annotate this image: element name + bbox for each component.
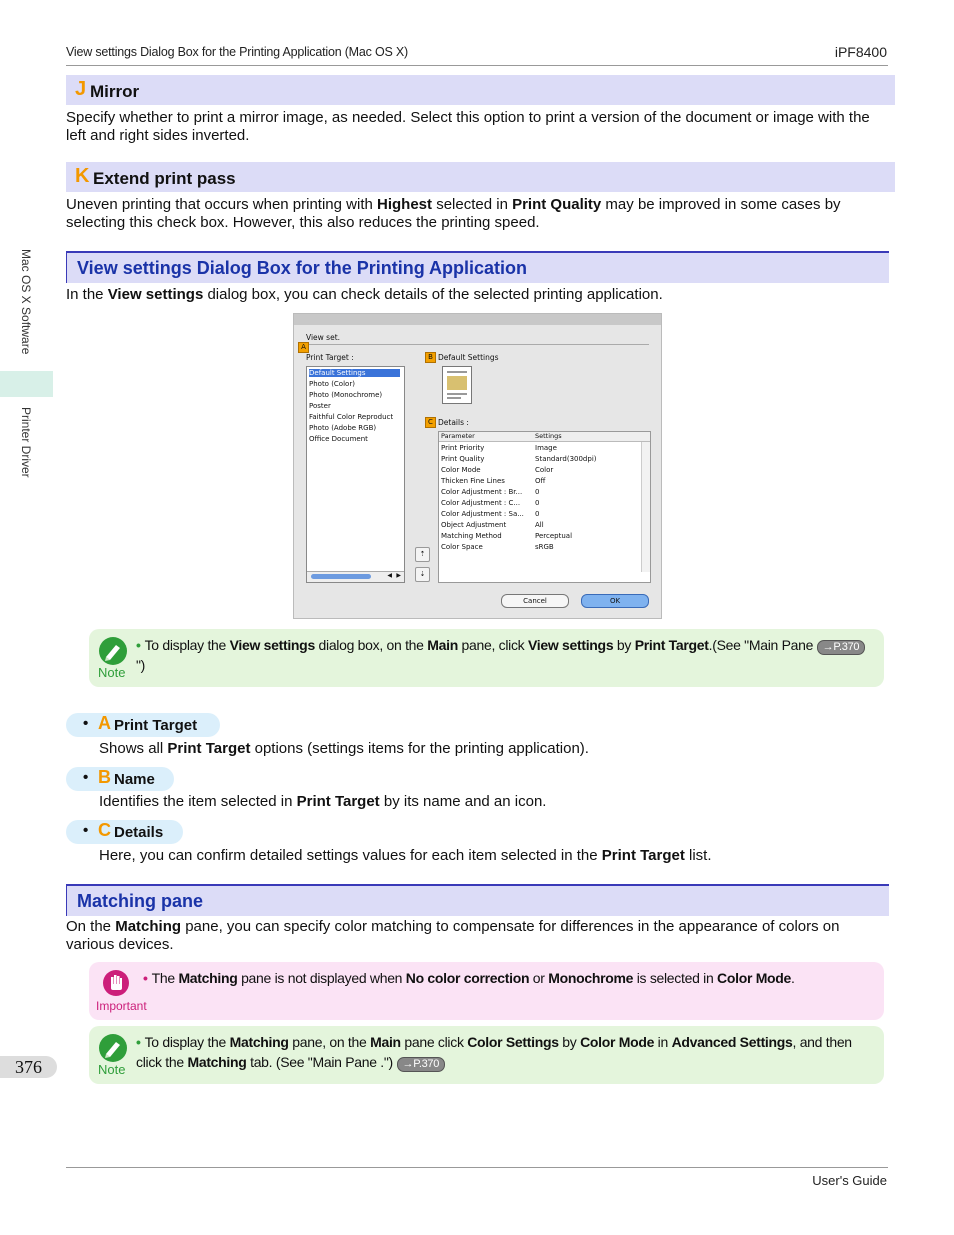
table-row-setting: Standard(300dpi) [535,455,597,463]
list-item[interactable]: Photo (Monochrome) [309,391,383,399]
list-item[interactable]: Faithful Color Reproduct [309,413,394,421]
sidebar-marker [0,371,53,397]
matching-intro: On the Matching pane, you can specify color matching to compensate for differences in the appearance of colors on various devices. [66,918,840,953]
table-row-parameter: Thicken Fine Lines [441,477,505,485]
badge-b: B [425,352,436,363]
note-1-text: • To display the View settings dialog box, on the Main pane, click View settings by Print Target.(See "Main Pane →P.370 ") [136,635,876,675]
extend-letter: K [75,165,90,187]
list-item[interactable]: Photo (Color) [309,380,355,388]
mirror-letter: J [75,78,87,100]
view-settings-title: View settings Dialog Box for the Printing Application [77,258,528,278]
sidebar-chapter: Mac OS X Software [19,249,33,355]
note-label: Note [98,1062,126,1077]
running-header: View settings Dialog Box for the Printing Application (Mac OS X) [66,45,408,59]
item-a-text: Shows all Print Target options (settings items for the printing application). [99,740,589,757]
view-settings-dialog [293,313,662,619]
item-c-text: Here, you can confirm detailed settings values for each item selected in the Print Target list. [99,847,712,864]
badge-a: A [298,342,309,353]
extend-title: Extend print pass [93,169,236,188]
page-reference-link[interactable]: →P.370 [397,1057,446,1072]
list-item[interactable]: Office Document [309,435,368,443]
table-row-parameter: Object Adjustment [441,521,507,529]
table-row-parameter: Color Space [441,543,483,551]
item-b-heading: • B Name [66,767,174,791]
table-row-parameter: Print Quality [441,455,485,463]
note-pencil-icon [99,1034,127,1062]
item-c-heading: • C Details [66,820,183,844]
mirror-title: Mirror [90,82,140,101]
table-row-setting: Perceptual [535,532,573,540]
print-target-label: Print Target : [306,353,354,362]
scroll-right-icon[interactable]: ▶ [396,572,401,579]
page-reference-link[interactable]: →P.370 [817,640,866,655]
note-label: Note [98,665,126,680]
table-row-parameter: Color Adjustment : C... [441,499,521,507]
badge-c: C [425,417,436,428]
table-row-setting: 0 [535,488,540,496]
table-row-setting: All [535,521,544,529]
move-up-icon[interactable]: ⇡ [415,547,430,562]
table-vscrollbar[interactable] [641,442,650,572]
header-rule [66,65,888,66]
details-table [438,431,651,583]
view-settings-intro: In the View settings dialog box, you can check details of the selected printing application. [66,286,663,303]
important-box [89,962,884,1020]
table-row-setting: sRGB [535,543,554,551]
footer-title: User's Guide [812,1173,887,1188]
sidebar-section: Printer Driver [19,407,33,478]
default-settings-label: Default Settings [438,353,499,362]
important-label: Important [96,999,147,1013]
dialog-titlebar [294,314,661,325]
extend-text: Uneven printing that occurs when printing with Highest selected in Print Quality may be improved in some cases by selecting this check box. However, this also reduces the printing speed. [66,196,841,231]
mirror-heading [66,75,895,105]
move-down-icon[interactable]: ⇣ [415,567,430,582]
matching-heading [66,884,889,916]
cancel-button[interactable]: Cancel [501,594,569,608]
note-pencil-icon [99,637,127,665]
note-box-1 [89,629,884,687]
important-hand-icon [103,970,129,996]
footer-rule [66,1167,888,1168]
view-settings-heading [66,251,889,283]
scroll-left-icon[interactable]: ◀ [387,572,392,579]
settings-document-icon [442,366,472,404]
item-b-text: Identifies the item selected in Print Target by its name and an icon. [99,793,547,810]
item-a-heading: • A Print Target [66,713,220,737]
print-target-list[interactable] [306,366,405,583]
note-box-2 [89,1026,884,1084]
page-number: 376 [0,1056,57,1078]
matching-title: Matching pane [77,891,204,911]
list-item[interactable]: Photo (Adobe RGB) [309,424,377,432]
table-row-setting: Off [535,477,546,485]
table-row-setting: Color [535,466,554,474]
extend-heading [66,162,895,192]
table-row-setting: 0 [535,510,540,518]
list-item[interactable]: Poster [309,402,331,410]
table-row-parameter: Color Adjustment : Sa... [441,510,524,518]
table-row-parameter: Color Adjustment : Br... [441,488,523,496]
ok-button[interactable]: OK [581,594,649,608]
model-name: iPF8400 [834,44,887,60]
list-item[interactable]: Default Settings [309,369,400,377]
table-row-parameter: Matching Method [441,532,502,540]
details-label: Details : [438,418,469,427]
list-hscrollbar[interactable] [307,571,404,582]
table-row-setting: Image [535,444,557,452]
table-row-setting: 0 [535,499,540,507]
table-row-parameter: Print Priority [441,444,485,452]
table-row-parameter: Color Mode [441,466,481,474]
mirror-text: Specify whether to print a mirror image, as needed. Select this option to print a version of the document or image with the left and right sides inverted. [66,109,870,144]
details-table-header: Parameter Settings [439,432,650,442]
dialog-title: View set. [306,333,341,342]
note-2-text: • To display the Matching pane, on the Main pane click Color Settings by Color Mode in Advanced Settings, and then click the Matching tab. (See "Main Pane .") →P.370 [136,1034,852,1070]
important-text: • The Matching pane is not displayed when No color correction or Monochrome is selected in Color Mode. [143,970,795,986]
